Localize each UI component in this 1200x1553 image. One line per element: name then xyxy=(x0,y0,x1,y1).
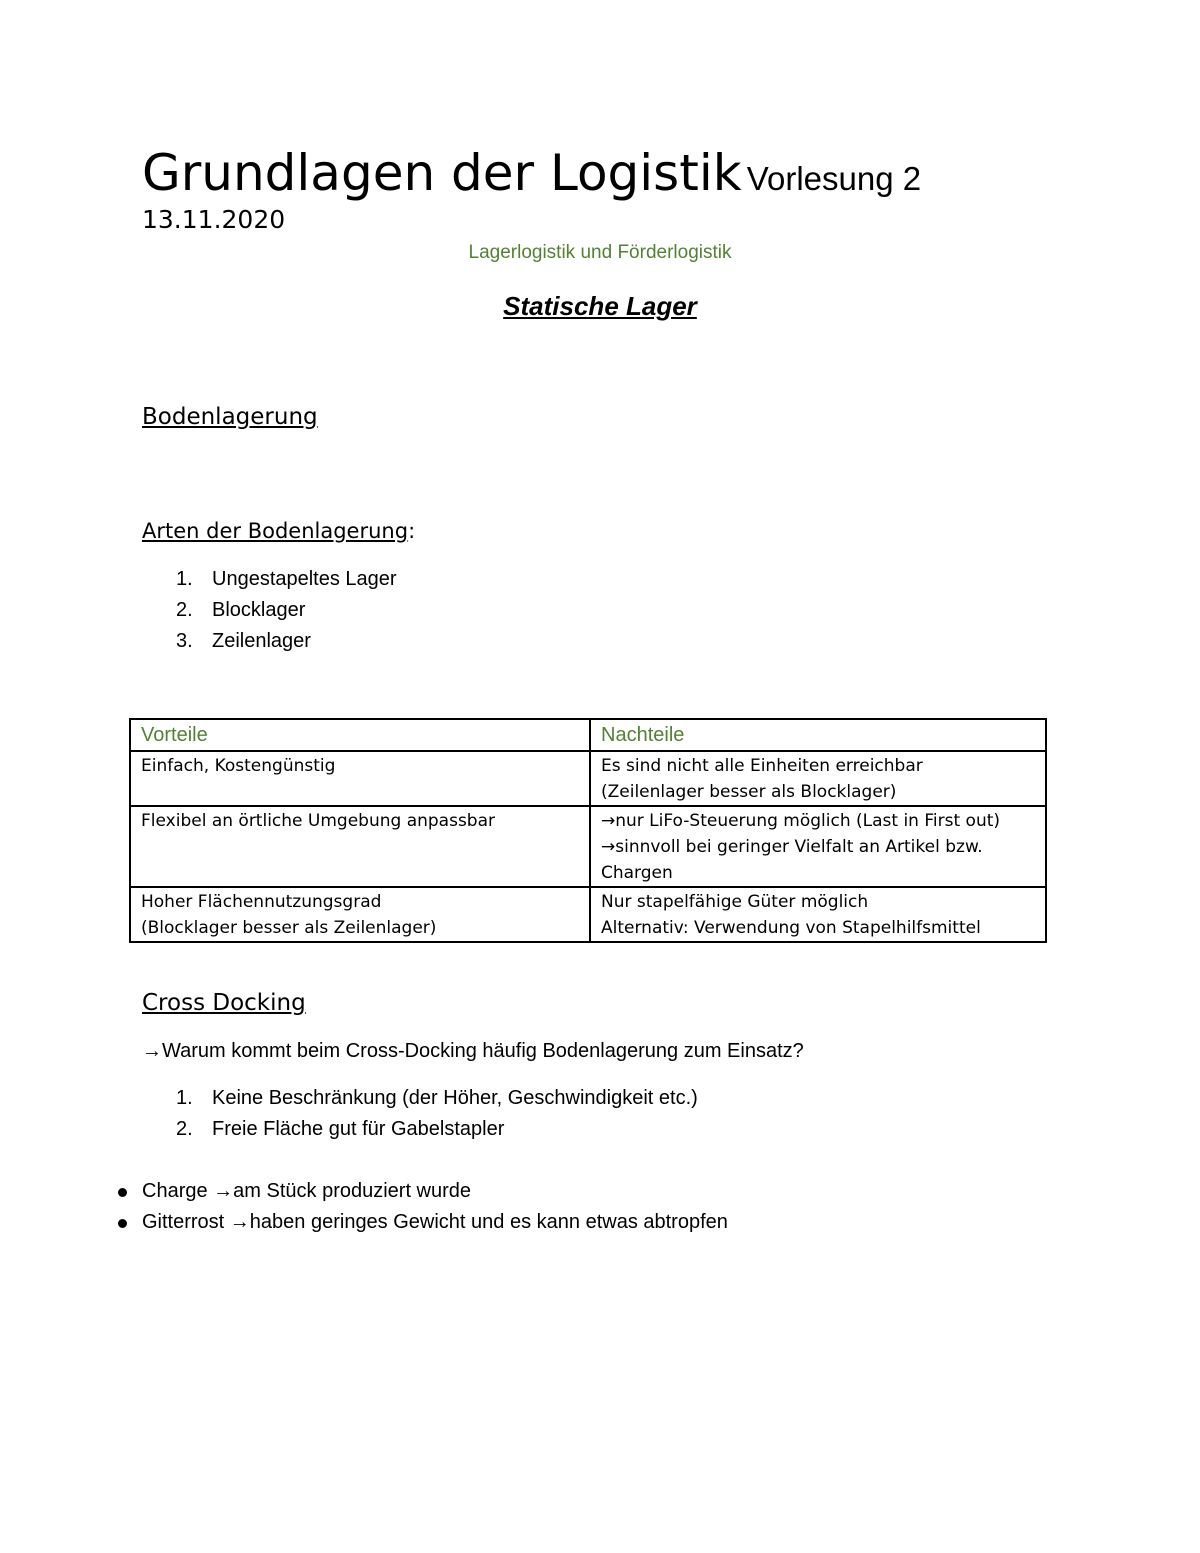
list-text: Charge →am Stück produziert wurde xyxy=(142,1180,472,1202)
table-cell-con xyxy=(590,751,1046,806)
table-cell-con xyxy=(590,806,1046,887)
header-nachteile: Nachteile xyxy=(590,719,1046,751)
list-text: Gitterrost →haben geringes Gewicht und es kann etwas abtropfen xyxy=(142,1211,728,1233)
heading-cross-docking: Cross Docking xyxy=(142,990,306,1016)
table-row xyxy=(130,751,1046,806)
list-text: Blocklager xyxy=(212,599,306,621)
list-text: Ungestapeltes Lager xyxy=(212,568,397,590)
notes-list xyxy=(116,1176,728,1238)
title-main: Grundlagen der Logistik xyxy=(142,144,742,202)
cell-line: Hoher Flächennutzungsgrad xyxy=(141,892,382,912)
cell-line: (Zeilenlager besser als Blocklager) xyxy=(601,782,897,802)
list-number: 2. xyxy=(176,599,193,621)
table-cell-pro xyxy=(130,751,590,806)
heading-bodenlagerung: Bodenlagerung xyxy=(142,404,318,430)
table-row xyxy=(130,806,1046,887)
cell-line: Alternativ: Verwendung von Stapelhilfsmittel xyxy=(601,918,981,938)
list-number: 3. xyxy=(176,630,193,652)
lecture-label: Vorlesung 2 xyxy=(746,160,922,197)
list-text: Keine Beschränkung (der Höher, Geschwindigkeit etc.) xyxy=(212,1087,698,1109)
cell-line: Es sind nicht alle Einheiten erreichbar xyxy=(601,756,923,776)
cell-line: Flexibel an örtliche Umgebung anpassbar xyxy=(141,811,496,831)
cell-line: Einfach, Kostengünstig xyxy=(141,756,336,776)
table-cell-pro xyxy=(130,887,590,942)
list-number: 1. xyxy=(176,568,193,590)
list-number: 2. xyxy=(176,1118,193,1140)
heading-arten xyxy=(142,517,415,545)
heading-arten-colon: : xyxy=(408,519,416,543)
pros-cons-table xyxy=(129,718,1047,943)
cell-line: Nur stapelfähige Güter möglich xyxy=(601,892,869,912)
bullet-icon xyxy=(118,1219,127,1228)
document-subtitle: Lagerlogistik und Förderlogistik xyxy=(468,242,732,263)
bullet-icon xyxy=(118,1188,127,1197)
lecture-date: 13.11.2020 xyxy=(142,205,286,234)
list-text: Zeilenlager xyxy=(212,630,311,652)
list-item xyxy=(116,1176,728,1207)
table-cell-con xyxy=(590,887,1046,942)
cell-line: →nur LiFo-Steuerung möglich (Last in First out) xyxy=(601,811,1001,831)
header-vorteile: Vorteile xyxy=(130,719,590,751)
cell-line: →sinnvoll bei geringer Vielfalt an Artikel bzw. xyxy=(601,837,983,857)
list-text: Freie Fläche gut für Gabelstapler xyxy=(212,1118,505,1140)
list-item xyxy=(116,1207,728,1238)
cell-line: Chargen xyxy=(601,863,673,883)
cell-line: (Blocklager besser als Zeilenlager) xyxy=(141,918,437,938)
section-title: Statische Lager xyxy=(503,291,697,321)
document-title xyxy=(142,138,921,208)
table-header-row xyxy=(130,719,1046,751)
heading-arten-text: Arten der Bodenlagerung xyxy=(142,519,409,543)
list-number: 1. xyxy=(176,1087,193,1109)
cross-docking-question: →Warum kommt beim Cross-Docking häufig Bodenlagerung zum Einsatz? xyxy=(142,1040,804,1062)
table-cell-pro xyxy=(130,806,590,887)
table-row xyxy=(130,887,1046,942)
